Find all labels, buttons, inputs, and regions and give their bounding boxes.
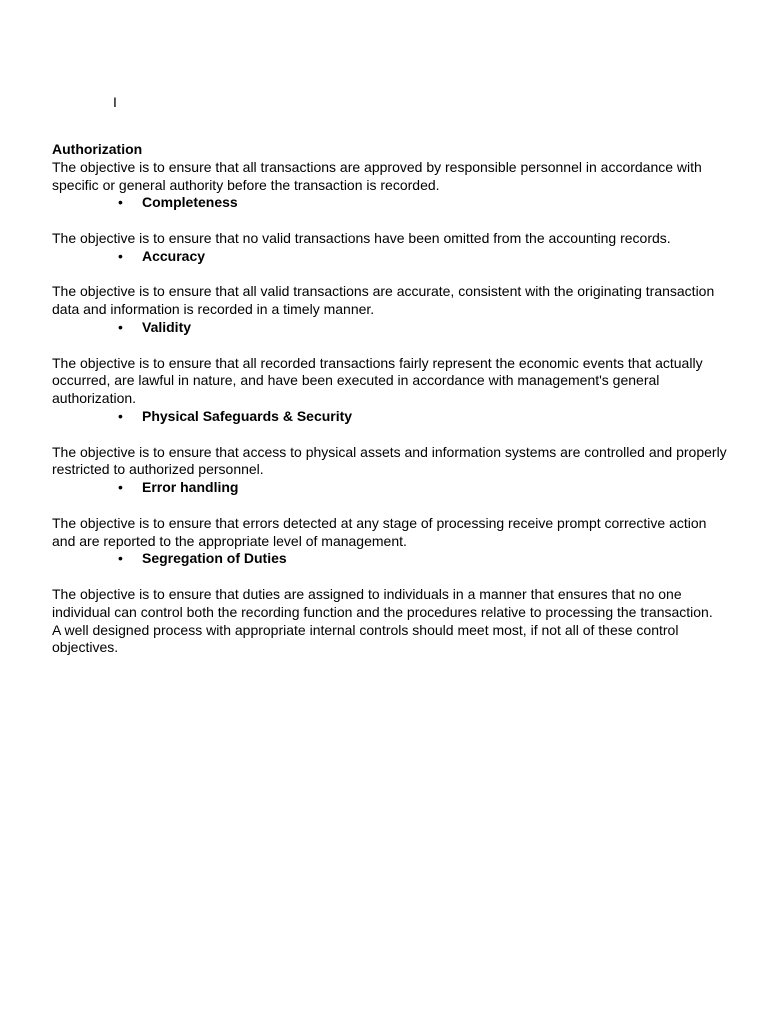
bullet-heading-validity: [52, 319, 732, 337]
blank-line: [52, 497, 732, 515]
blank-line: [52, 568, 732, 586]
bullet-heading-physical-safeguards: [52, 408, 732, 426]
document-body: [52, 141, 732, 657]
bullet-icon: •: [118, 194, 123, 211]
bullet-label: Completeness: [142, 194, 238, 211]
blank-line: [52, 212, 732, 230]
closing-paragraph: A well designed process with appropriate internal controls should meet most, if not all of these control objectives.: [52, 621, 679, 656]
bullet-label: Accuracy: [142, 247, 206, 264]
blank-line: [52, 337, 732, 355]
bullet-icon: •: [118, 247, 123, 264]
stray-text-mark: I: [113, 94, 117, 110]
bullet-icon: •: [118, 318, 123, 335]
bullet-icon: •: [118, 407, 123, 424]
bullet-label: Validity: [142, 318, 192, 335]
bullet-icon: •: [118, 550, 123, 567]
blank-line: [52, 266, 732, 284]
section-text-validity: The objective is to ensure that all recorded transactions fairly represent the economic events that actually occurred, are lawful in nature, and have been executed in accordance with management's general authorization.: [52, 354, 703, 407]
bullet-label: Physical Safeguards & Security: [142, 407, 353, 424]
bullet-label: Error handling: [142, 479, 239, 496]
bullet-heading-accuracy: [52, 248, 732, 266]
bullet-icon: •: [118, 479, 123, 496]
section-heading-authorization: Authorization: [52, 141, 143, 157]
blank-line: [52, 426, 732, 444]
section-text-authorization: The objective is to ensure that all transactions are approved by responsible personnel in accordance with specific or general authority before the transaction is recorded.: [52, 158, 702, 193]
bullet-heading-completeness: [52, 194, 732, 212]
section-text-physical-safeguards: The objective is to ensure that access to physical assets and information systems are controlled and properly restricted to authorized personnel.: [52, 443, 727, 478]
bullet-heading-error-handling: [52, 479, 732, 497]
bullet-heading-segregation-of-duties: [52, 550, 732, 568]
section-text-completeness: The objective is to ensure that no valid transactions have been omitted from the accounting records.: [52, 229, 671, 246]
section-text-segregation-of-duties: The objective is to ensure that duties are assigned to individuals in a manner that ensures that no one individual can control both the recording function and the procedures relative to processing the transaction.: [52, 585, 713, 620]
section-text-accuracy: The objective is to ensure that all valid transactions are accurate, consistent with the originating transaction data and information is recorded in a timely manner.: [52, 283, 715, 318]
section-text-error-handling: The objective is to ensure that errors detected at any stage of processing receive prompt corrective action and are reported to the appropriate level of management.: [52, 514, 707, 549]
bullet-label: Segregation of Duties: [142, 550, 287, 567]
